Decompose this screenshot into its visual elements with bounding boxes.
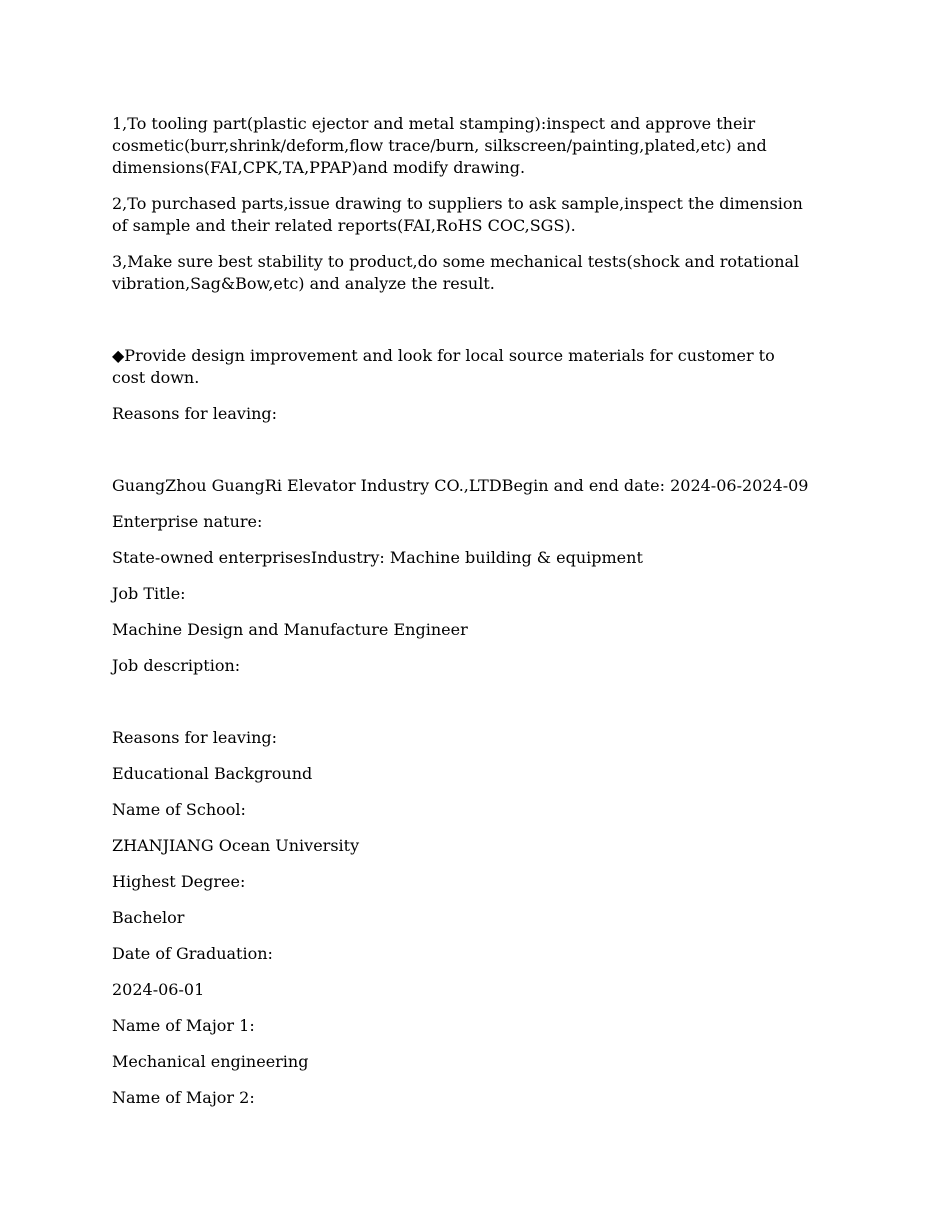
job-title-value: Machine Design and Manufacture Engineer <box>112 620 468 639</box>
degree-label: Highest Degree: <box>112 872 246 891</box>
job-description-label: Job description: <box>112 656 241 675</box>
reasons-for-leaving-label: Reasons for leaving: <box>112 404 278 423</box>
duty-paragraph-1: 1,To tooling part(plastic ejector and metal stamping):inspect and approve their cosmetic(burr,shrink/deform,flow trace/burn, silkscreen/painting,plated,etc) and dimensions(FAI,CPK,TA,PPAP)and modify drawing. <box>112 114 767 177</box>
duty-paragraph-2: 2,To purchased parts,issue drawing to suppliers to ask sample,inspect the dimension of sample and their related reports(FAI,RoHS COC,SGS). <box>112 194 803 235</box>
blank-line <box>112 309 812 331</box>
duty-paragraph-3: 3,Make sure best stability to product,do some mechanical tests(shock and rotational vibration,Sag&Bow,etc) and analyze the result. <box>112 252 800 293</box>
major1-label: Name of Major 1: <box>112 1016 255 1035</box>
graduation-value: 2024-06-01 <box>112 980 205 999</box>
improvement-paragraph: ◆Provide design improvement and look for local source materials for customer to cost down. <box>112 346 775 387</box>
enterprise-nature-line: State-owned enterprisesIndustry: Machine building & equipment <box>112 548 643 567</box>
reasons-for-leaving-label: Reasons for leaving: <box>112 728 278 747</box>
school-label: Name of School: <box>112 800 246 819</box>
blank-line <box>112 439 812 461</box>
graduation-label: Date of Graduation: <box>112 944 273 963</box>
document-body <box>112 113 812 1123</box>
school-value: ZHANJIANG Ocean University <box>112 836 360 855</box>
major1-value: Mechanical engineering <box>112 1052 309 1071</box>
company-line: GuangZhou GuangRi Elevator Industry CO.,LTDBegin and end date: 2024-06-2024-09 <box>112 476 809 495</box>
major2-label: Name of Major 2: <box>112 1088 255 1107</box>
education-heading: Educational Background <box>112 764 313 783</box>
blank-line <box>112 691 812 713</box>
job-title-label: Job Title: <box>112 584 186 603</box>
enterprise-nature-label: Enterprise nature: <box>112 512 263 531</box>
degree-value: Bachelor <box>112 908 185 927</box>
